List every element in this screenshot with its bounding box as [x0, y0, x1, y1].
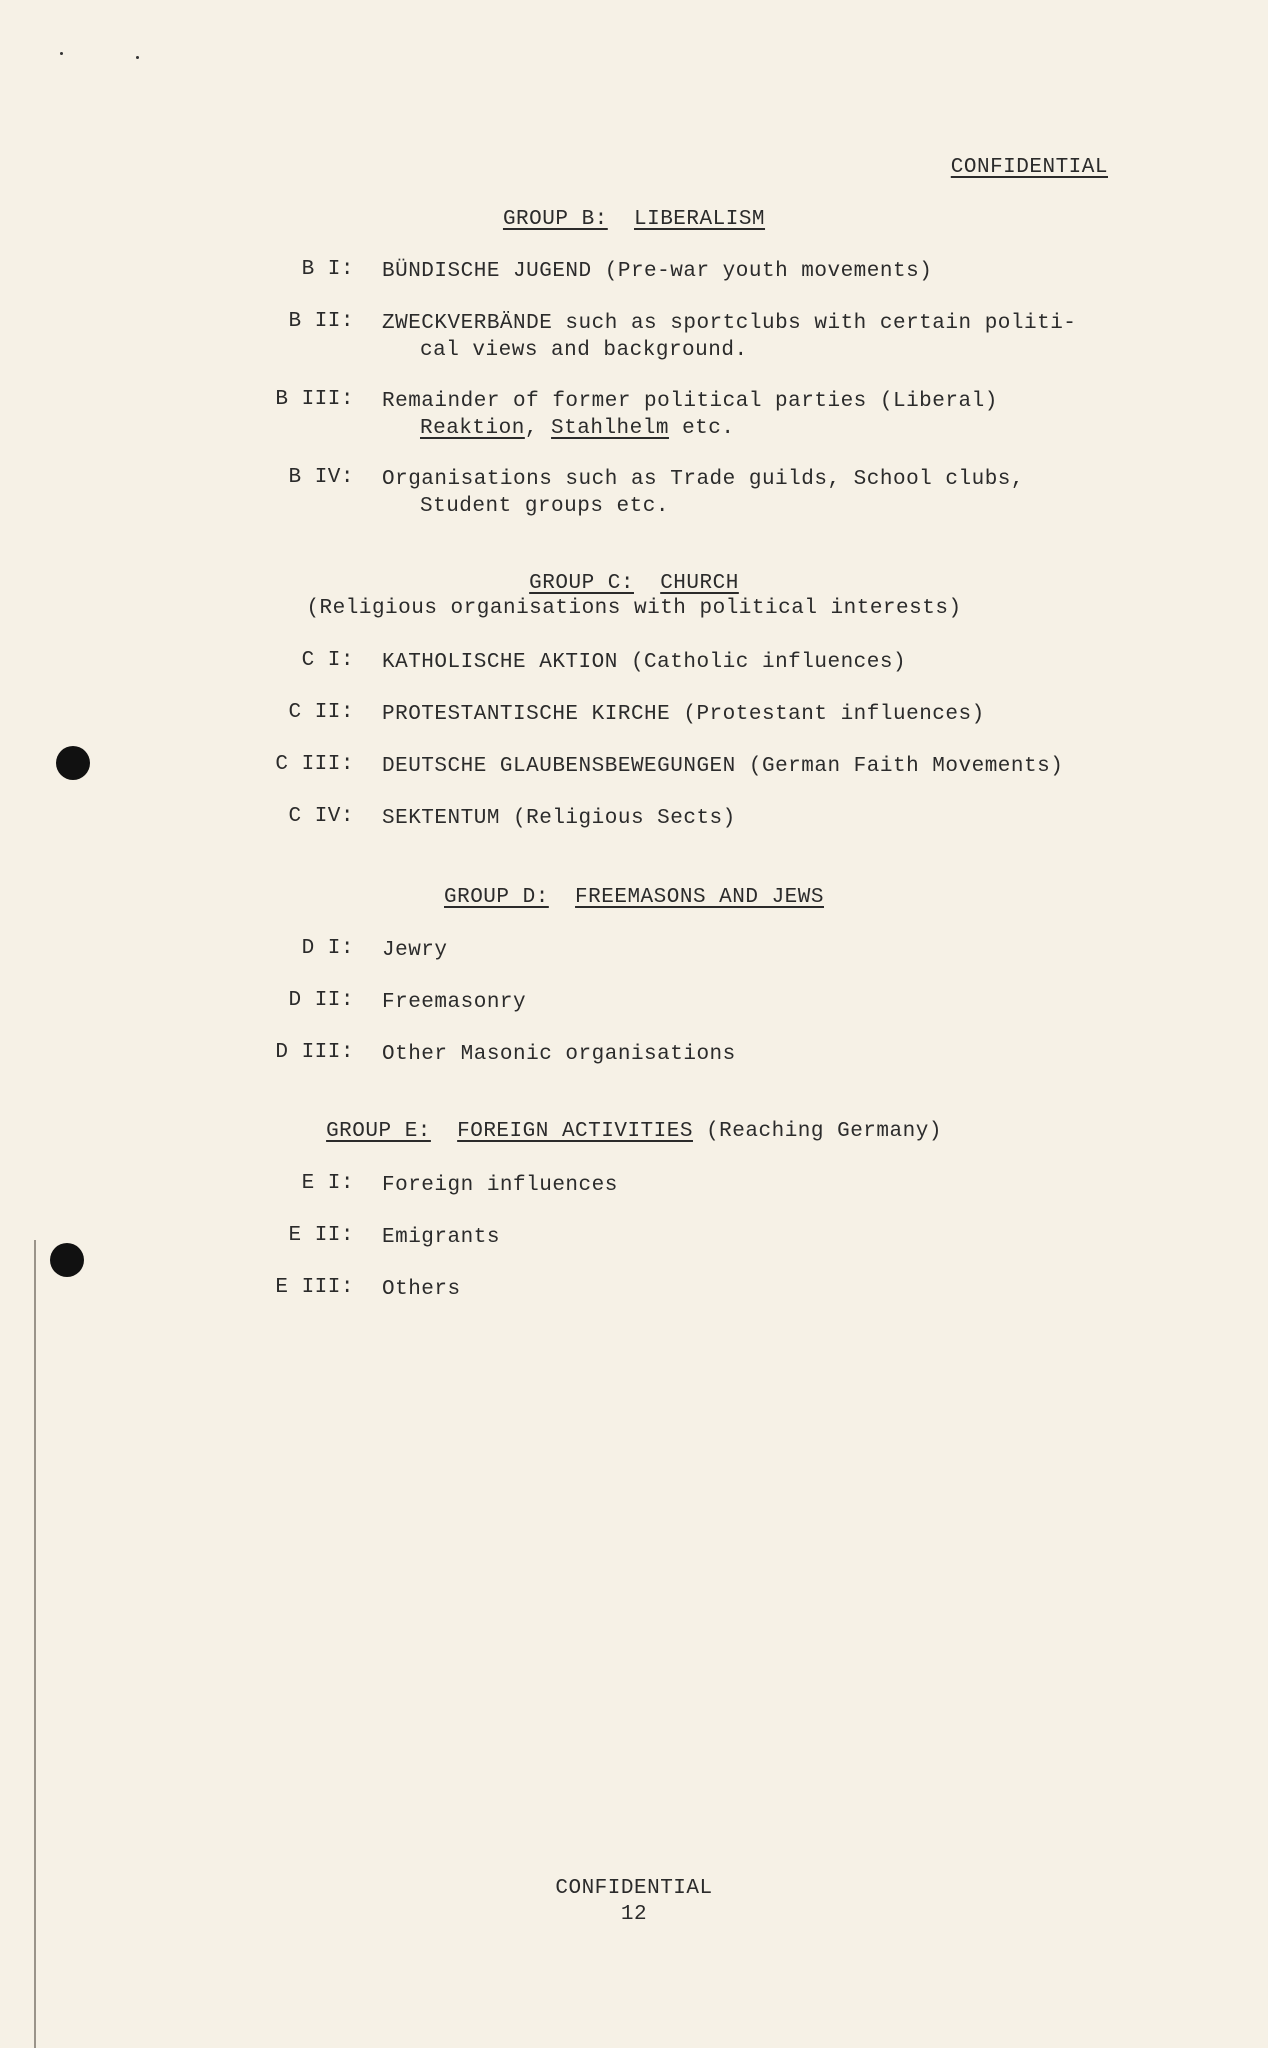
entry-description: such as sportclubs with certain politi-	[552, 312, 1077, 335]
entry-code: B IV:	[288, 466, 354, 489]
entry-name: BÜNDISCHE JUGEND	[382, 260, 592, 283]
entry-description: (Religious Sects)	[499, 807, 736, 830]
entry-text: Jewry	[382, 939, 448, 962]
entry-code: B III:	[275, 388, 354, 411]
entry-continuation: Student groups etc.	[420, 495, 669, 518]
entry-name: PROTESTANTISCHE KIRCHE	[382, 703, 671, 726]
ink-speck	[60, 52, 63, 55]
entry-text	[382, 388, 1102, 442]
confidential-footer: CONFIDENTIAL	[555, 1877, 713, 1900]
entry-text	[382, 753, 1102, 780]
reaktion-term: Reaktion	[420, 417, 525, 440]
confidential-header: CONFIDENTIAL	[950, 156, 1108, 179]
entry-code: D II:	[288, 989, 354, 1012]
group-c-prefix: GROUP C:	[529, 572, 634, 595]
entry-name: DEUTSCHE GLAUBENSBEWEGUNGEN	[382, 755, 736, 778]
group-c-heading	[0, 572, 1268, 595]
entry-code: B I:	[301, 258, 354, 281]
entry-code: E II:	[288, 1224, 354, 1247]
entry-text: Emigrants	[382, 1226, 500, 1249]
entry-continuation: cal views and background.	[420, 339, 748, 362]
entry-description: (Catholic influences)	[617, 651, 907, 674]
entry-name: ZWECKVERBÄNDE	[382, 312, 553, 335]
entry-name: SEKTENTUM	[382, 807, 500, 830]
group-e-name: FOREIGN ACTIVITIES	[457, 1120, 693, 1143]
entry-text	[382, 805, 1102, 832]
entry-text: Foreign influences	[382, 1174, 618, 1197]
group-b-heading	[0, 208, 1268, 231]
group-d-heading	[0, 886, 1268, 909]
group-e-suffix: (Reaching Germany)	[706, 1120, 942, 1143]
entry-description: (Protestant influences)	[670, 703, 985, 726]
entry-code: D I:	[301, 937, 354, 960]
entry-text	[382, 649, 1102, 676]
entry-name: KATHOLISCHE AKTION	[382, 651, 618, 674]
group-c-name: CHURCH	[660, 572, 739, 595]
entry-code: E III:	[275, 1276, 354, 1299]
group-e-heading	[0, 1120, 1268, 1143]
entry-continuation	[382, 415, 1102, 442]
entry-text	[382, 310, 1102, 364]
punch-hole-bottom	[50, 1243, 84, 1277]
entry-description: (Pre-war youth movements)	[591, 260, 933, 283]
entry-code: B II:	[288, 310, 354, 333]
entry-name: Organisations such as Trade guilds, School clubs,	[382, 468, 1025, 491]
entry-code: C II:	[288, 701, 354, 724]
group-c-subtitle: (Religious organisations with political interests)	[306, 597, 962, 620]
group-e-prefix: GROUP E:	[326, 1120, 431, 1143]
entry-text	[382, 258, 1102, 285]
group-b-prefix: GROUP B:	[502, 208, 608, 231]
entry-code: E I:	[301, 1172, 354, 1195]
etc: etc.	[668, 417, 735, 440]
page-footer	[0, 1876, 1268, 1928]
stahlhelm-term: Stahlhelm	[551, 417, 669, 440]
entry-code: C III:	[275, 753, 354, 776]
separator: ,	[524, 417, 552, 440]
entry-text: Freemasonry	[382, 991, 527, 1014]
ink-speck	[136, 56, 139, 59]
entry-description: (German Faith Movements)	[735, 755, 1064, 778]
entry-text: Others	[382, 1278, 461, 1301]
group-d-name: FREEMASONS AND JEWS	[575, 886, 824, 909]
group-d-prefix: GROUP D:	[444, 886, 549, 909]
entry-code: C I:	[301, 649, 354, 672]
entry-text	[382, 466, 1102, 520]
entry-name: Remainder of former political parties (Liberal)	[382, 390, 998, 413]
group-b-name: LIBERALISM	[634, 208, 766, 231]
page-number: 12	[620, 1903, 648, 1926]
entry-code: C IV:	[288, 805, 354, 828]
entry-text	[382, 701, 1102, 728]
punch-hole-top	[56, 746, 90, 780]
entry-text: Other Masonic organisations	[382, 1043, 736, 1066]
entry-code: D III:	[275, 1041, 354, 1064]
